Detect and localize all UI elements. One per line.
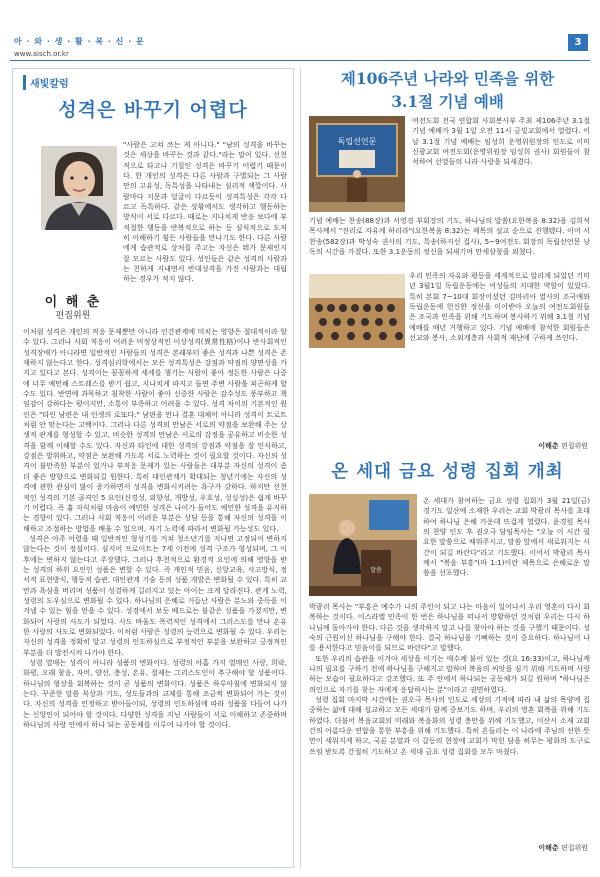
article1-byline-name: 이해춘 xyxy=(538,442,559,450)
article1-byline xyxy=(538,441,588,451)
article1-byline-role: 편집위원 xyxy=(560,442,588,450)
article1-paragraph-1: 여전도회 전국 연합회 사회봉사부 주최 제106주년 3.1절 기념 예배가 3월 1일 오전 11시 금빛교회에서 열렸다. 이날 3.1절 기념 예배는 임성희 운영위원장의 인도로 이미 신광교회 여전도회(운영위원장 임성희 권사) 회원들이 참석하여 선열들의 나라 사랑을 되새겼다. xyxy=(412,116,590,167)
page-number: 3 xyxy=(568,34,588,51)
header-rule xyxy=(10,60,590,61)
column-paragraph-2: 이처럼 성격은 개인의 적응 문제뿐만 아니라 인간관계에 미치는 영향은 절대적이라 할 수 있다. 그러나 사회 적응이 어려운 비정상적인 이상성격(異常性格)이나 반사회적인 성격장애가 아니라면 일반적인 사람들의 성격은 본래부터 좋은 성격과 나쁜 성격은 존재하지 않는다고 한다. 성격심리학에서는 모든 성격특성은 강점과 약점의 양면성을 가지고 있다고 본다. 성격이는 꼼꼼하게 세세를 챙기는 사람이 좋아 정돈한 사람은 나중에 너무 예민해 스트레스를 받기 쉽고, 지나치게 따지고 들면 주변 사람을 피곤하게 할 수도 있다. 반면에 과묵하고 침착한 사람이 좋아 신중한 사람은 감수성도 풍부하고 책임감이 강하다는 평이지만, 소통이 부족하고 어려울 수 있다. 성격 차이의 기본적인 원인은 "타인 남편은 내 인생의 로또다." 남편을 만나 결혼 대체어 아니라 성격이 트로트처럼 안 맞는다는 고백이다. 그러나 다른 성격의 만남은 서로의 약점을 보완해 주는 상생적 관계를 형성할 수 있고, 비슷한 성격의 만남은 서로의 감정을 공유하고 비슷한 성격을 함께 이해할 수도 있다. 자신과 타인에 대한 성격의 강점과 약점을 잘 인식하고, 강점은 발휘하고, 약점은 보완해 가도록 서로 노력하는 것이 필요할 것이다. 자신의 성격이 불만족한 부분이 있거나 부적응 문제가 있는 사람들은 대부분 자신의 성격이 좀 더 좋은 방향으로 변화되길 원한다. 특히 대인관계가 확대되는 청년기에는 자신의 성격에 관한 관심이 많이 증가하면서 성격을 변화시키려는 욕구가 강하다. 하지만 선천적인 성격의 기본 골격인 5 요인(신경성, 외향성, 개방성, 우호성, 성실성)은 쉽게 바꾸기 어렵다. 즉 흉 자식처럼 마음이 예민한 성격은 나이가 들어도 예민한 성격을 유지하는 경향이 있다. 그러나 사회 적응이 어려운 부분은 상담 등을 통해 자신의 성격을 이해하고 조절하는 방법을 배울 수 있으며, 자기 노력에 따라서 변화될 가능성도 있다. xyxy=(23,327,287,533)
article2-byline-role: 편집위원 xyxy=(560,844,588,852)
podium-label: 말씀 xyxy=(370,567,382,574)
author-name: 이 해 춘 xyxy=(44,295,102,310)
article1-title-line1: 제106주년 나라와 민족을 위한 xyxy=(340,69,555,88)
column-divider xyxy=(300,68,301,868)
photo-preacher xyxy=(309,494,417,596)
stage-image xyxy=(309,116,405,212)
article2-paragraph-2: 박광리 목사는 "부흥은 예수가 나의 주인이 되고 나는 마음이 일어나서 우리 영혼이 다시 회복하는 것이다. 이스라엘 민족이 한 번은 하나님을 떠나서 방황하던 것처럼 우리는 다시 하나님께 돌아가야 한다. 다른 것을 생각하지 말고 나를 찾아야 하는 것을 구했기 때문이다. 성숙의 근원이신 하나님을 구해야 한다. 결국 하나님을 기뻐하는 것이 중요하다. 하나님이 나를 용서한다고 믿음이를 되므로 바란다"고 말했다. xyxy=(309,602,590,653)
author-role: 편집위원 xyxy=(55,311,91,321)
article2-paragraph-4: 성령 집회 마지막 시간에는 권오극 목사의 인도로 세상의 기적에 따라 내 삶의 목양에 집중하는 삶에 대해 설교하고 모든 세대가 함께 중보기도 하며, 우리의 영혼 회복을 위해 기도하였다. 더불어 복음교회의 미래와 복음화의 성령 충만을 위해 기도했고, 이산시 소재 교회 간의 아름다운 연합을 통한 부흥을 위해 기도했다. 특히 흔들리는 이 나라에 주님의 선한 뜻만이 세워지게 하고, 국론 분열과 이 갈등의 현장에 교회가 막힌 담을 허무는 평화의 도구로 쓰임 받도록 간절히 기도하고 온 세대 금요 성령 집회를 모두 마쳤다. xyxy=(309,695,590,756)
article2-paragraph-3: 또한 우리의 습관을 이겨야 세상을 이기는 에수께 붙어 있는 것(요 16:33)이고, 하나님께 나의 필요를 구하기 전에 하나님을 구해지고 말하며 복음의 씨앗을 심기 위해 기도하며 사랑하는 모습이 필요하다고 강조했다. 또 주 안에서 하나되는 공동체가 되길 원하며 "하나님은 의인으로 자기를 찾는 자에게 응답하시는 분"이라고 권면하였다. xyxy=(309,653,590,694)
article2-byline xyxy=(538,843,588,853)
newspaper-title: 아 · 와 · 생 · 활 · 복 · 신 · 문 xyxy=(14,37,145,46)
article1-paragraph-3-text: 우리 민족의 자유와 평등을 세계적으로 알리게 되었던 기미년 3월1일 독립운동에는 여성들의 지대한 역할이 있었다. 특히 본회 7~10대 회장이셨던 김마리아 열사의 조국애와 독립운동에 헌신한 정신을 이어받아 오늘의 여전도회원들은 조국과 민족을 위해 기도하며 봉사하기 위해 3.1절 기념 예배를 매년 거행하고 있다. 기념 예배에 참석한 회원들은 선교와 봉사, 소외계층과 사회적 재난에 구하게 쓰인다. xyxy=(409,271,590,343)
column-article xyxy=(12,68,294,868)
portrait-image xyxy=(41,146,117,230)
article2-title: 온 세대 금요 성령 집회 개최 xyxy=(331,462,564,482)
article1-paragraph-2: 기념 예배는 찬송(88장)과 서영경 부회장의 기도, 하나님의 말씀(요한복음 8:32)을 김희석 목사께서 "진리로 자유케 하리라"(요한복음 8:32)는 제목의 설교 순으로 진행됐다. 이어 서 찬송(582장)과 박성숙 권사의 기도, 특송(하지선 집사), 5~9여전도 회장의 독립선언문 낭독의 시간을 가졌다. 또한 3.1운동의 정신을 되새기며 만세삼창을 외쳤다. xyxy=(309,216,590,257)
article2-body xyxy=(309,602,590,842)
banner-text: 독립선언문 xyxy=(337,137,377,146)
preacher-image xyxy=(309,494,417,596)
newspaper-url[interactable]: www.aisch.or.kr xyxy=(14,50,69,58)
article2-byline-name: 이해춘 xyxy=(538,844,559,852)
column-paragraph-3: 성격은 아주 어렸을 때 일반적인 형성기를 거쳐 청소년기를 지나면 고정되어 변하지 않는다는 것이 정설이다. 심지어 프로이트는 7세 이전에 성격 구조가 형성되며, 그 이후에는 변하지 않는다고 주장했다. 그러나 후천적으로 환경적 요인에 의해 영향을 받는 성격의 하위 요인인 성품은 변할 수 있다. 즉 개인적 믿음, 신앙교육, 사고방식, 정서적 표현방식, 행동적 습관, 대인관계 기술 등의 성품 개발은 변화될 수 있다. 특히 교만과 욕심을 버리며 성품이 성결하게 길러지고 있는 아이는 크게 달라진다. 관계 노력, 성령의 도우심으로 변화될 수 있다. 하나님의 은혜로 거듭난 사람은 분노와 중독을 이겨낼 수 있는 힘을 얻을 수 있다. 성경에서 보듯 베드로는 불같은 성품을 가졌지만, 변화되어 사랑의 사도가 되었다. 사도 바울도 폭력적인 성격에서 그리스도를 만나 온유한 사랑의 사도로 변화되었다. 이처럼 사람은 성령의 능력으로 변화될 수 있다. 우리는 자신의 성격을 정확히 알고 성령의 인도하심으로 부정적인 부분을 보완하고 긍정적인 부분을 더 발전시켜 나가야 한다. xyxy=(23,533,287,657)
article1-title-line2: 3.1절 기념 예배 xyxy=(391,92,504,111)
section-label: 새빛칼럼 xyxy=(23,75,69,90)
column-body xyxy=(23,327,287,864)
article1-paragraph-3 xyxy=(309,271,590,439)
column-paragraph-1: "사람은 고쳐 쓰는 게 아니다." "남의 성격을 바꾸는 것은 세상을 바꾸는 것과 같다."라는 말이 있다. 선천적으로 타고나 기질인 성격은 바꾸기 어렵기 때문이다. 한 개인의 성격은 다른 사람과 구별되는 그 사람만의 고유성, 독특성을 나타내는 심리적 색깔이다. 사람마다 지문과 얼굴이 다르듯이 성격특성은 각각 다르고 독특하다. 같은 상황에서도 생각하고 행동하는 방식이 서로 다르다. 때로는 지나치게 반응 보다에 부적절한 행동을 반복적으로 하는 등 심식적으로 도저히 이해하기 힘든 사람들을 만나기도 한다. 다른 사람에게 습관적로 상처를 주고는 자신은 뭐가 문제인지 잘 모르는 사람도 있다. 성인들은 같은 성격의 사람과는 친하게 지내면서 반대성격을 가진 사람과는 대립하는 경우가 적지 않다. xyxy=(123,140,287,284)
column-title: 성격은 바꾸기 어렵다 xyxy=(58,99,248,121)
author-portrait xyxy=(41,146,117,230)
article1-title xyxy=(305,67,590,113)
article2-paragraph-1: 온 세대가 참여하는 금요 성령 집회가 3월 21일(금) 경기도 일산에 소재한 우리는 교회 박광리 목사를 초대하여 하나님 은혜 가운데 뜨겁게 열렸다. 윤경원 목사의 찬양 인도 후 권오극 담임목사는 "오늘 이 시간 필요한 말씀으로 채워주시고, 말씀 앞에서 새로워지는 시간이 되길 바란다"라고 기도했다. 이어서 박광리 목사께서 "복음 부흥"(마 1:1)이란 제목으로 은혜로운 말씀을 선포했다. xyxy=(423,496,590,578)
float-spacer xyxy=(309,271,409,347)
column-paragraph-4: 성령 열매는 성격이 아니라 성품의 변화이다. 성령의 아홉 가지 열매인 사랑, 희락, 화평, 오래 참음, 자비, 양선, 충성, 온유, 절제는 그리스도인이 추구해야 할 성품이다. 하나님의 형상을 회복하는 것이 곧 성품의 변화이다. 성품은 하루아침에 변화되지 않는다. 꾸준한 말씀 묵상과 기도, 성도들과의 교제를 통해 조금씩 변화되어 가는 것이다. 자신의 성격을 인정하고 받아들이되, 성령의 인도하심에 따라 성품을 다듬어 나가는 신앙인이 되어야 할 것이다. 다양한 성격을 지닌 사람들이 서로 이해하고 존중하며 하나님의 사랑 안에서 하나 되는 공동체를 이루어 나가야 할 것이다. xyxy=(23,658,287,730)
